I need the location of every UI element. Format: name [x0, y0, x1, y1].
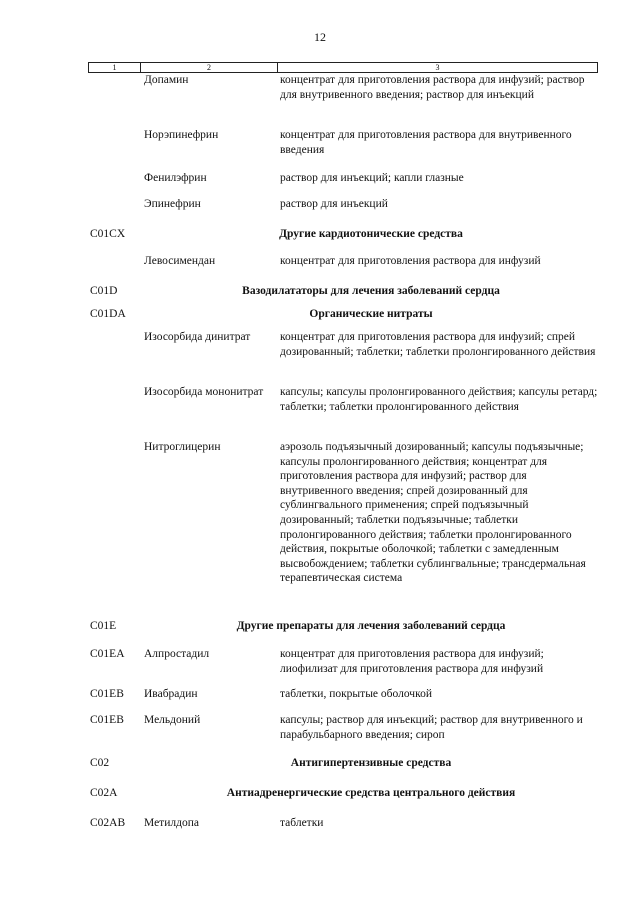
dosage-forms: капсулы; капсулы пролонгированного действия; капсулы ретард; таблетки; таблетки пролонгированного действия	[280, 386, 598, 413]
dosage-forms: концентрат для приготовления раствора для инфузий; спрей дозированный; таблетки; таблетки пролонгированного действия	[280, 331, 596, 358]
atc-code: C01CX	[90, 228, 126, 240]
atc-code: C01DA	[90, 308, 126, 320]
drug-name: Эпинефрин	[144, 198, 201, 210]
atc-code: C02A	[90, 787, 118, 799]
group-title: Антигипертензивные средства	[290, 757, 452, 769]
drug-name: Ивабрадин	[144, 688, 198, 700]
drug-name: Допамин	[144, 74, 189, 86]
dosage-forms: концентрат для приготовления раствора для инфузий; лиофилизат для приготовления раствора для инфузий	[280, 648, 544, 675]
dosage-forms: аэрозоль подъязычный дозированный; капсулы подъязычные; капсулы пролонгированного действия; концентрат для приготовления раствора для инфузий; раствор для внутривенного введения; спрей дозированный для сублингвального применения; спрей подъязычный дозированный; таблетки подъязычные; таблетки пролонгированного действия; таблетки пролонгированного действия, покрытые оболочкой; таблетки с замедленным высвобождением; таблетки сублингвальные; трансдермальная терапевтическая система	[280, 441, 586, 585]
drug-name: Алпростадил	[144, 648, 210, 660]
header-col-2: 2	[141, 63, 278, 72]
atc-code: C01EB	[90, 688, 124, 700]
dosage-forms: концентрат для приготовления раствора для инфузий	[280, 255, 541, 267]
dosage-forms: раствор для инъекций; капли глазные	[280, 172, 464, 184]
header-col-3: 3	[435, 63, 440, 72]
atc-code: C01D	[90, 285, 118, 297]
group-title: Другие кардиотонические средства	[279, 228, 463, 240]
dosage-forms: раствор для инъекций	[280, 198, 388, 210]
page-number: 12	[314, 30, 326, 44]
dosage-forms: концентрат для приготовления раствора для инфузий; раствор для внутривенного введения; раствор для инъекций	[280, 74, 585, 101]
drug-name: Норэпинефрин	[144, 129, 219, 141]
drug-name: Метилдопа	[144, 817, 199, 829]
atc-code: C01EB	[90, 714, 124, 726]
atc-code: C02AB	[90, 817, 126, 829]
dosage-forms: таблетки, покрытые оболочкой	[280, 688, 432, 700]
header-col-1: 1	[89, 63, 141, 72]
atc-code: C01EA	[90, 648, 125, 660]
group-title: Другие препараты для лечения заболеваний сердца	[236, 620, 506, 632]
dosage-forms: капсулы; раствор для инъекций; раствор для внутривенного и парабульбарного введения; сироп	[280, 714, 583, 741]
table-header-row	[88, 62, 598, 73]
atc-code: C02	[90, 757, 110, 769]
drug-name: Нитроглицерин	[144, 441, 221, 453]
drug-name: Изосорбида мононитрат	[144, 386, 264, 398]
dosage-forms: таблетки	[280, 817, 324, 829]
drug-name: Мельдоний	[144, 714, 201, 726]
dosage-forms: концентрат для приготовления раствора для внутривенного введения	[280, 129, 572, 156]
group-title: Антиадренергические средства центрального действия	[226, 787, 516, 799]
drug-name: Изосорбида динитрат	[144, 331, 251, 343]
group-title: Вазодилататоры для лечения заболеваний сердца	[242, 285, 500, 297]
drug-name: Фенилэфрин	[144, 172, 207, 184]
drug-name: Левосимендан	[144, 255, 216, 267]
group-title: Органические нитраты	[309, 308, 433, 320]
atc-code: C01E	[90, 620, 117, 632]
